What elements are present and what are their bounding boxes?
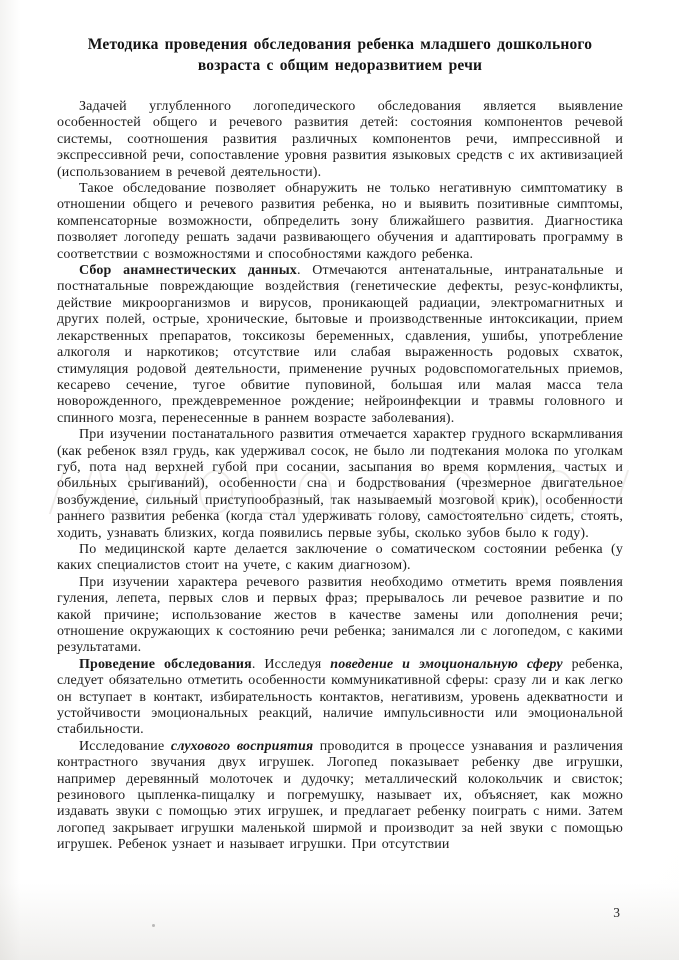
text-segment: При изучении постанатального развития отмечается характер грудного вскармливания (как ребенок взял грудь, как удерживал сосок, не было ли подтекания молока по уголкам губ, пота над верхней губой при сосании, засыпания во время кормления, частых и обильных срыгиваний), особенности сна и бодрствования (чрезмерное двигательное возбуждение, сильный приступообразный, так называемый мозговой крик), особенности раннего развития ребенка (когда стал удерживать голову, самостоятельно сидеть, стоять, ходить, узнавать близких, когда появились первые зубы, сколько зубов было к году).	[57, 427, 623, 541]
text-segment: Проведение обследования	[79, 656, 252, 672]
text-segment: поведение и эмоциональную сферу	[330, 656, 563, 672]
text-segment: Задачей углубленного логопедического обследования является выявление особенностей общего и речевого развития детей: состояния компонентов речевой системы, соотношения развития различных компонентов речи, импрессивной и экспрессивной речи, сопоставление уровня развития языковых средств с их активизацией (использованием в речевой деятельности).	[57, 99, 623, 180]
page-title: Методика проведения обследования ребенка младшего дошкольного возраста с общим недоразвитием речи	[87, 36, 593, 74]
text-segment: По медицинской карте делается заключение о соматическом состоянии ребенка (у каких специалистов стоит на учете, с каким диагнозом).	[57, 541, 623, 574]
paragraph	[57, 657, 623, 739]
text-segment: . Отмечаются антенатальные, интранатальные и постнатальные повреждающие воздействия (генетические дефекты, резус-конфликты, действие микроорганизмов и вирусов, проникающей радиации, электромагнитных и других полей, острые, хронические, бытовые и производственные интоксикации, прием лекарственных препаратов, токсикозы беременных, сдавления, ушибы, употребление алкоголя и наркотиков; отсутствие или слабая выраженность родовых схваток, стимуляция родовой деятельности, применение ручных родовспомогательных приемов, кесарево сечение, тугое обвитие пуповиной, большая или малая масса тела новорожденного, преждевременное рождение; нейроинфекции и травмы головного и спинного мозга, перенесенные в раннем возрасте заболевания).	[57, 263, 624, 426]
text-segment: При изучении характера речевого развития необходимо отметить время появления гуления, лепета, первых слов и первых фраз; прерывалось ли речевое развитие и по какой причине; использование жестов в качестве замены или дополнения речи; отношение окружающих к состоянию речи ребенка; занимался ли с логопедом, с какими результатами.	[57, 574, 623, 656]
paragraph	[57, 99, 623, 181]
paragraph	[57, 739, 623, 854]
text-segment: ребенка, следует обязательно отметить особенности коммуникативной сферы: сразу ли и как легко он вступает в контакт, избирательность контактов, негативизм, уровень адекватности и устойчивости эмоциональных реакций, наличие импульсивности или эмоциональной стабильности.	[57, 656, 623, 738]
text-segment: Исследование	[79, 738, 171, 754]
paragraph	[57, 181, 623, 263]
text-segment: Сбор анамнестических данных	[79, 263, 297, 279]
page-number: 3	[613, 905, 620, 920]
body-text	[57, 99, 623, 854]
scan-speck	[152, 924, 155, 927]
text-segment: проводится в процессе узнавания и различения контрастного звучания двух игрушек. Логопед показывает ребенку две игрушки, например деревянный молоточек и дудочку; металлический колокольчик и свисток; резинового цыпленка-пищалку и погремушку, называет их, объясняет, как можно издавать звуки с помощью этих игрушек, и предлагает ребенку поиграть с ними. Затем логопед закрывает игрушки маленькой ширмой и производит за ней звуки с помощью игрушек. Ребенок узнает и называет игрушки. При отсутствии	[57, 738, 623, 853]
paragraph	[57, 542, 623, 575]
text-segment: слухового восприятия	[170, 738, 314, 754]
paragraph	[57, 263, 623, 427]
text-segment: Такое обследование позволяет обнаружить не только негативную симптоматику в отношении общего и речевого развития ребенка, но и выявить позитивные симптомы, компенсаторные возможности, обпределить зону ближайшего развития. Диагностика позволяет логопеду решать задачи развивающего обучения и адаптировать программу в соответствии с возможностями и способностями каждого ребенка.	[57, 181, 623, 262]
paragraph	[57, 575, 623, 657]
text-segment: . Исследуя	[251, 656, 331, 672]
paragraph	[57, 427, 623, 542]
